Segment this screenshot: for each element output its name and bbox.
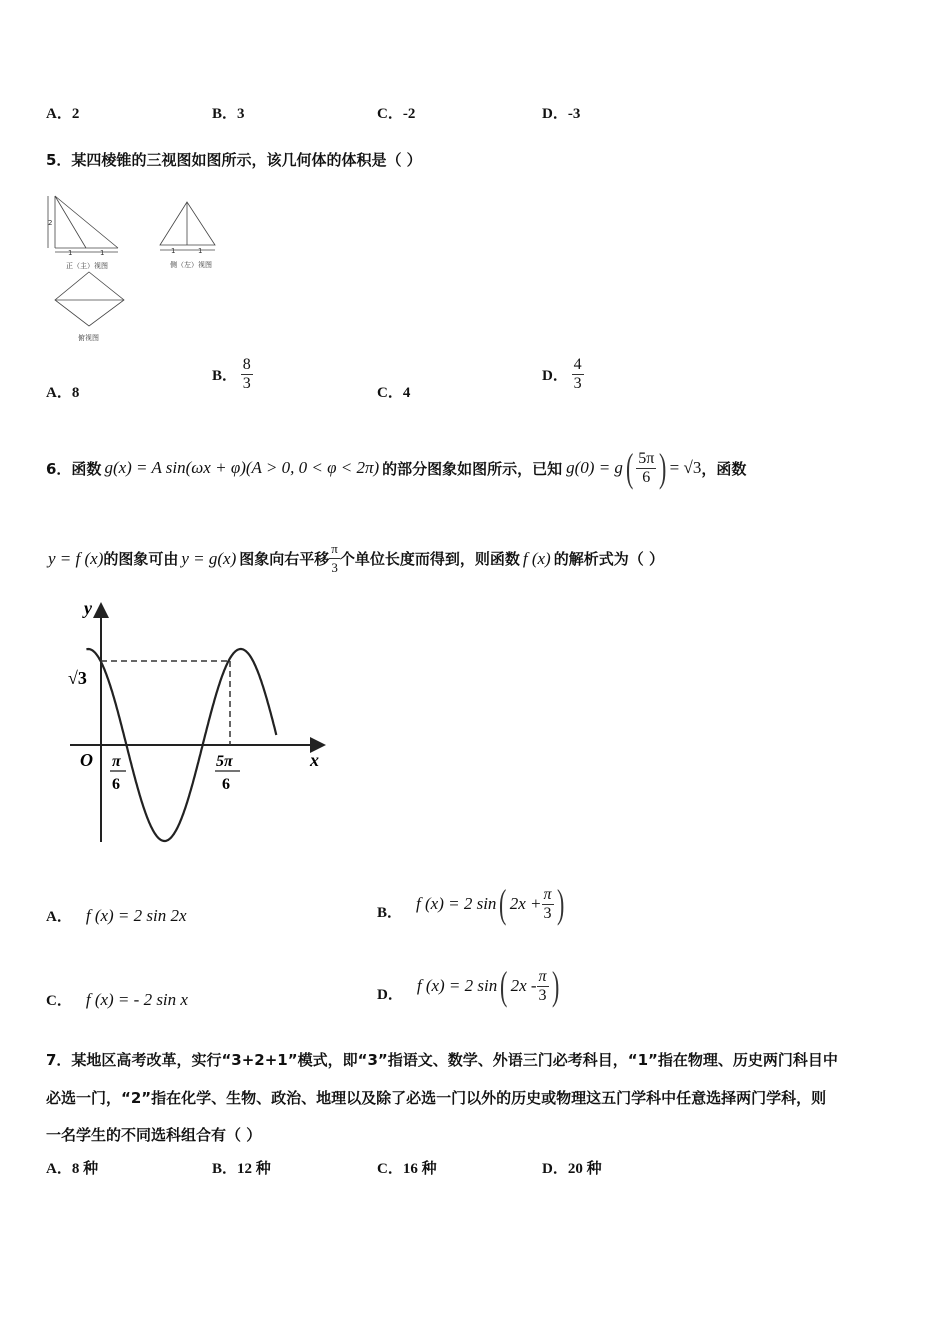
dim-height-label: 2 <box>48 219 53 227</box>
paren-open: ( <box>500 963 508 1008</box>
q4-option-d: D．-3 <box>542 106 581 122</box>
q6-line2-text-b: 的图象可由 <box>103 550 179 568</box>
q6-option-c <box>46 989 188 1010</box>
side-view-label: 侧（左）视图 <box>170 261 212 269</box>
paren-close: ) <box>659 445 667 490</box>
q5-three-views-figure <box>40 190 240 345</box>
tick-pi6-den: 6 <box>112 776 120 793</box>
q6-option-d-expr: f (x) = 2 sin <box>416 976 498 995</box>
q5-option-d-label: D． <box>542 368 568 384</box>
q5-stem: 5．某四棱锥的三视图如图所示，该几何体的体积是（ ） <box>46 151 422 169</box>
origin-label: O <box>80 750 93 770</box>
q5-option-b <box>212 356 253 393</box>
frac-den: 3 <box>573 375 582 392</box>
top-view <box>55 272 124 326</box>
q5-option-c: C．4 <box>377 385 411 401</box>
paren-close: ) <box>551 963 559 1008</box>
q6-option-b-inner: 2x + <box>509 894 542 913</box>
q7-stem-line1: 7．某地区高考改革，实行“3+2+1”模式，即“3”指语文、数学、外语三门必考科目，“1”指在物理、历史两门科目中 <box>46 1051 838 1069</box>
frac-num: 8 <box>242 356 251 373</box>
side-dim-1-b: 1 <box>198 247 203 255</box>
q7-option-b: B．12 种 <box>212 1161 271 1177</box>
q5-option-b-fraction <box>241 356 253 393</box>
frac-num: π <box>538 967 547 985</box>
frac-den: 3 <box>543 904 552 922</box>
q6-option-b-label: B． <box>377 904 403 921</box>
q6-stem-line1 <box>46 445 747 490</box>
q6-option-d-label: D． <box>377 986 403 1003</box>
frac-num: π <box>543 885 552 903</box>
q6-y-eq-g: y = g(x) <box>181 548 237 568</box>
tick-5pi6-num: 5π <box>216 753 233 770</box>
tick-5pi6-den: 6 <box>222 776 230 793</box>
q6-option-d <box>377 963 562 1008</box>
front-view <box>48 196 118 252</box>
q6-condition-fraction <box>636 450 656 487</box>
q6-option-a <box>46 905 187 926</box>
q7-option-c: C．16 种 <box>377 1161 437 1177</box>
q4-option-a: A．2 <box>46 106 80 122</box>
q6-condition-right: = √3 <box>669 458 702 477</box>
q6-sine-graph <box>60 596 340 846</box>
q6-stem-line2 <box>48 540 664 577</box>
q5-option-a: A．8 <box>46 385 80 401</box>
q6-number: 6．函数 <box>46 459 102 478</box>
q4-option-b: B．3 <box>212 106 245 122</box>
q6-shift-fraction <box>329 540 340 577</box>
q5-option-b-label: B． <box>212 368 238 384</box>
y-axis-label: y <box>84 598 92 618</box>
q6-option-a-expr: f (x) = 2 sin 2x <box>85 905 187 925</box>
q4-option-c: C．-2 <box>377 106 416 122</box>
q5-option-d-fraction <box>572 356 584 393</box>
q7-option-d: D．20 种 <box>542 1161 602 1177</box>
frac-num: 4 <box>573 356 582 373</box>
frac-den: 3 <box>331 560 338 575</box>
q7-option-a: A．8 种 <box>46 1161 99 1177</box>
q6-line2-text-g: 的解析式为（ ） <box>553 550 664 568</box>
dim-1-label: 1 <box>68 249 73 257</box>
paren-open: ( <box>499 881 507 926</box>
dim-1-label-2: 1 <box>100 249 105 257</box>
x-axis-label: x <box>310 750 319 770</box>
side-view <box>160 202 215 250</box>
q6-line2-text-d: 图象向右平移 <box>239 550 330 568</box>
q6-condition-left: g(0) = g <box>566 458 623 477</box>
frac-den: 6 <box>642 468 651 486</box>
front-view-label: 正（主）视图 <box>66 262 108 270</box>
q6-text1: 的部分图象如图所示，已知 <box>382 459 563 478</box>
q6-option-b-expr: f (x) = 2 sin <box>416 894 497 913</box>
side-dim-1: 1 <box>171 247 176 255</box>
q6-f-of-x: f (x) <box>522 548 551 568</box>
q6-option-a-label: A． <box>46 909 72 925</box>
tick-pi6-num: π <box>112 753 121 770</box>
frac-num: 5π <box>638 449 655 467</box>
top-view-label: 俯视图 <box>78 334 99 342</box>
q6-option-d-fraction <box>537 968 549 1005</box>
paren-open: ( <box>625 445 634 490</box>
q6-option-d-inner: 2x - <box>510 976 537 995</box>
q6-option-b-fraction <box>542 886 554 923</box>
q6-g-definition: g(x) = A sin(ωx + φ)(A > 0, 0 < φ < 2π) <box>104 458 380 477</box>
q5-option-d <box>542 356 584 393</box>
q7-stem-line3: 一名学生的不同选科组合有（ ） <box>46 1126 262 1144</box>
q6-line2-text-e: 个单位长度而得到，则函数 <box>339 550 520 568</box>
frac-den: 3 <box>538 986 547 1004</box>
q7-stem-line2: 必选一门，“2”指在化学、生物、政治、地理以及除了必选一门以外的历史或物理这五门学科中任意选择两门学科，则 <box>46 1089 827 1107</box>
frac-num: π <box>329 540 340 559</box>
q6-option-c-expr: f (x) = - 2 sin x <box>85 989 188 1009</box>
q6-y-eq-f: y = f (x) <box>48 548 104 568</box>
q6-option-c-label: C． <box>46 993 72 1009</box>
q6-text2: ，函数 <box>701 459 747 478</box>
sqrt3-label: √3 <box>68 668 87 688</box>
paren-close: ) <box>556 881 564 926</box>
q6-option-b <box>377 881 567 926</box>
frac-den: 3 <box>242 375 251 392</box>
